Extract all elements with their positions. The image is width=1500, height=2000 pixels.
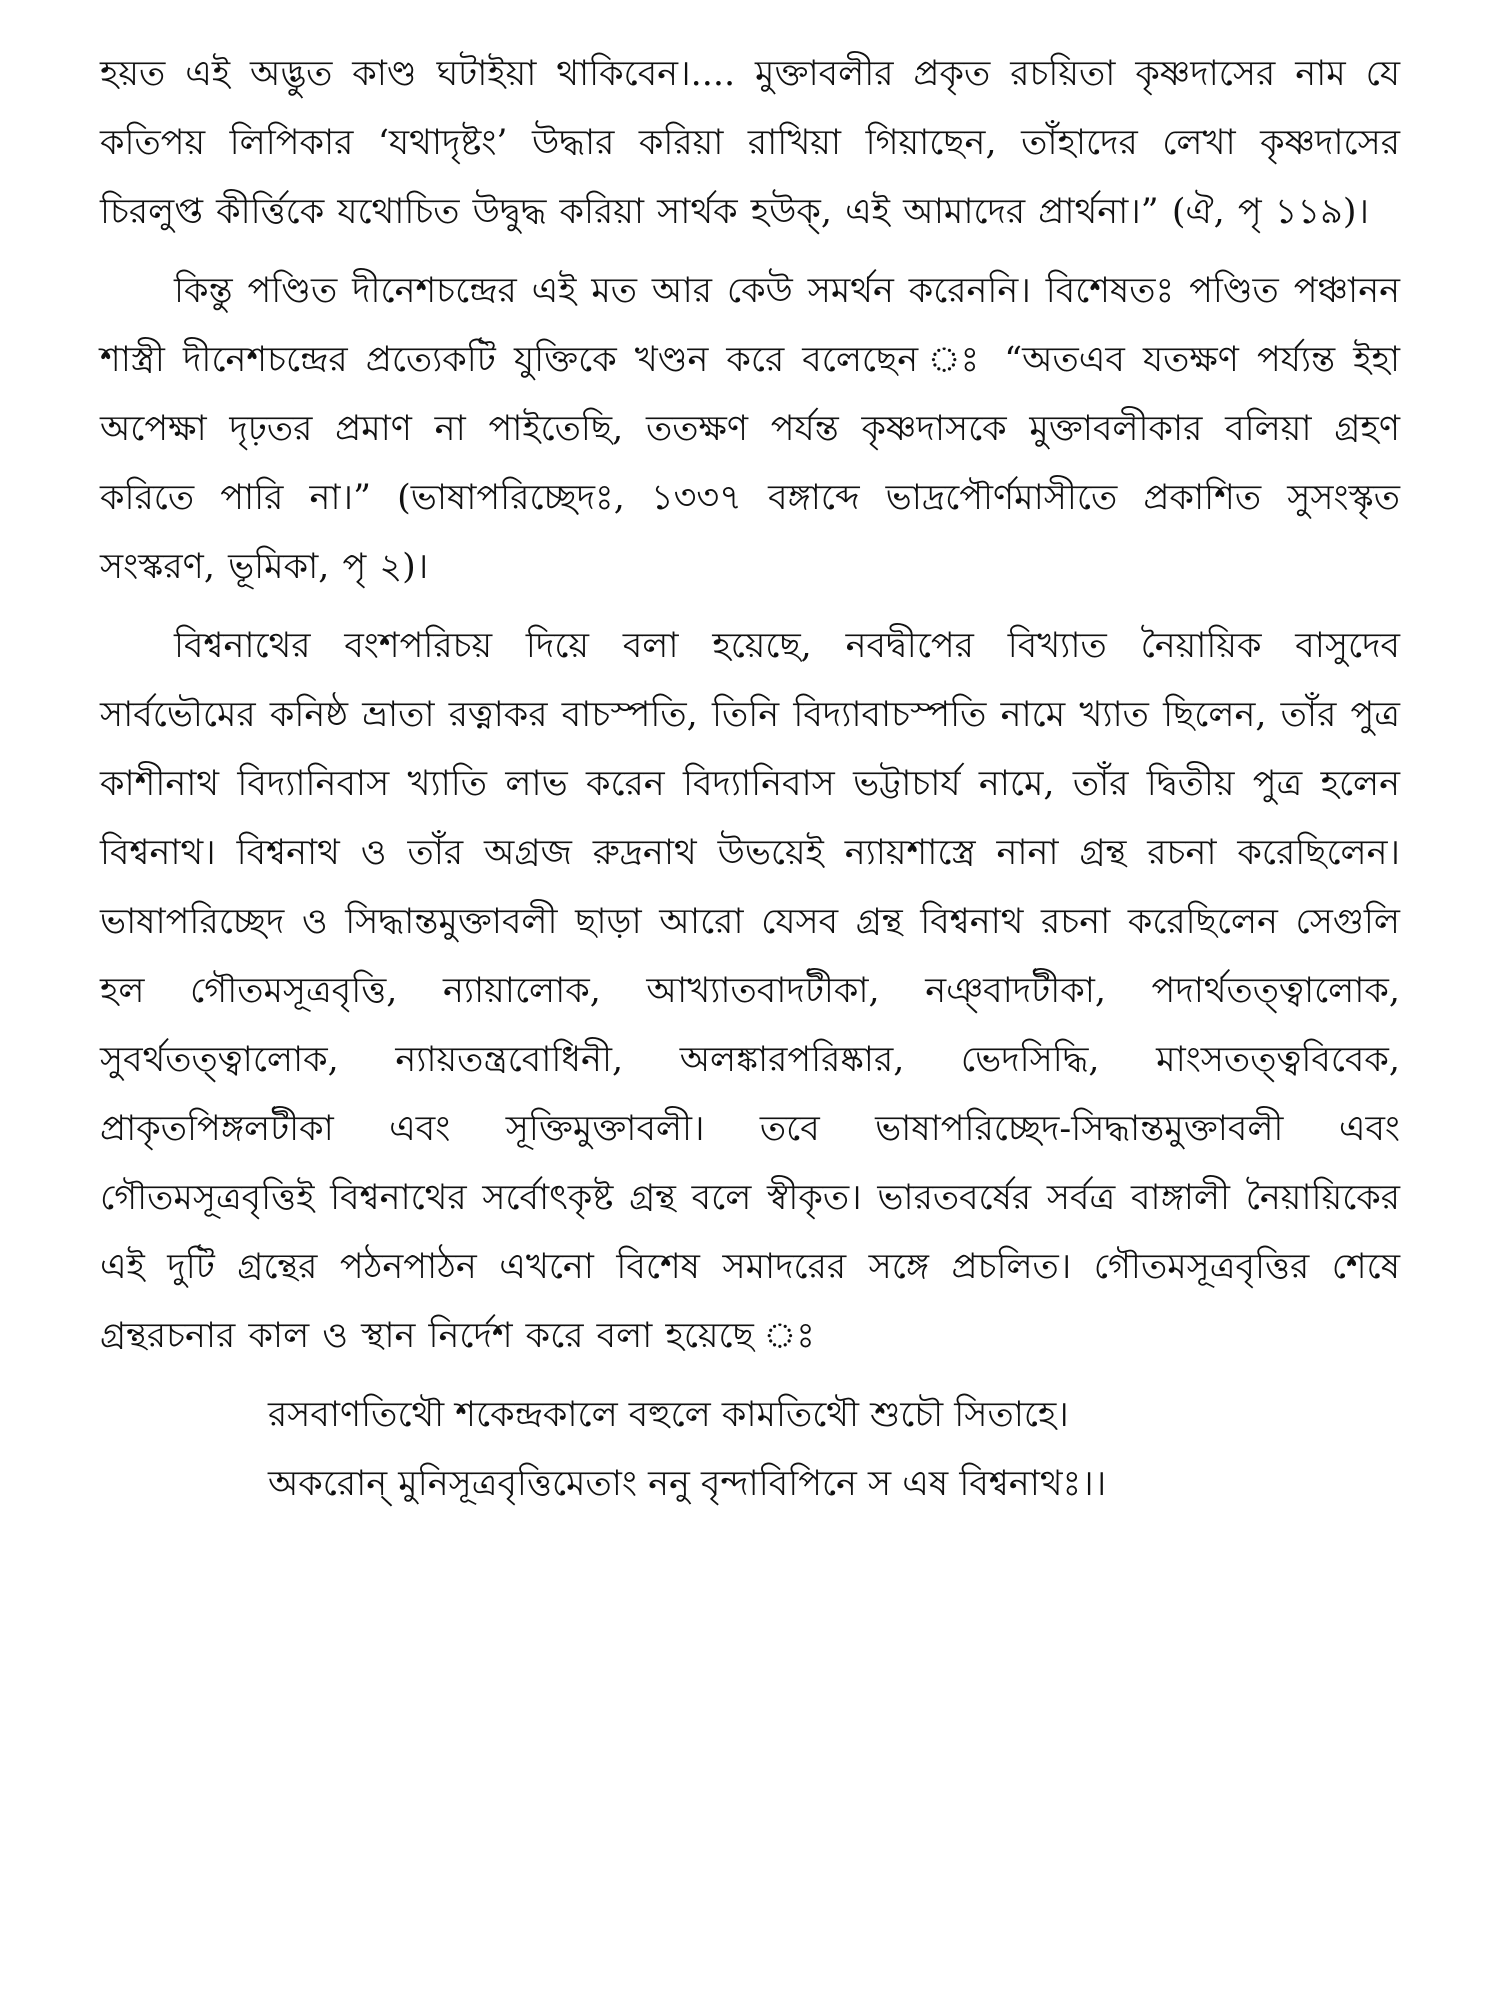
paragraph-quote-continuation: হয়ত এই অদ্ভুত কাণ্ড ঘটাইয়া থাকিবেন।.... মুক্তাবলীর প্রকৃত রচয়িতা কৃষ্ণদাসের নাম যে কতিপয় লিপিকার ‘যথাদৃষ্টং’ উদ্ধার করিয়া রাখিয়া গিয়াছেন, তাঁহাদের লেখা কৃষ্ণদাসের চিরলুপ্ত কীর্ত্তিকে যথোচিত উদ্বুদ্ধ করিয়া সার্থক হউক্, এই আমাদের প্রার্থনা।” (ঐ, পৃ ১১৯)।	[100, 54, 1400, 232]
verse-line-1: রসবাণতিথৌ শকেন্দ্রকালে বহুলে কামতিথৌ শুচৌ সিতাহে।	[268, 1395, 1069, 1435]
verse-line-2: অকরোন্ মুনিসূত্রবৃত্তিমেতাং ননু বৃন্দাবিপিনে স এষ বিশ্বনাথঃ।।	[268, 1464, 1107, 1504]
paragraph-gap	[100, 602, 1400, 612]
paragraph-gap	[100, 1371, 1400, 1381]
paragraph-gap	[100, 247, 1400, 257]
paragraph-dinesh-opinion: কিন্তু পণ্ডিত দীনেশচন্দ্রের এই মত আর কেউ সমর্থন করেননি। বিশেষতঃ পণ্ডিত পঞ্চানন শাস্ত্রী দীনেশচন্দ্রের প্রত্যেকটি যুক্তিকে খণ্ডন করে বলেছেন ঃ “অতএব যতক্ষণ পর্য্যন্ত ইহা অপেক্ষা দৃঢ়তর প্রমাণ না পাইতেছি, ততক্ষণ পর্যন্ত কৃষ্ণদাসকে মুক্তাবলীকার বলিয়া গ্রহণ করিতে পারি না।” (ভাষাপরিচ্ছেদঃ, ১৩৩৭ বঙ্গাব্দে ভাদ্রপৌর্ণমাসীতে প্রকাশিত সুসংস্কৃত সংস্করণ, ভূমিকা, পৃ ২)।	[100, 271, 1400, 587]
document-page	[100, 40, 1400, 1960]
paragraph-vishwanath-lineage: বিশ্বনাথের বংশপরিচয় দিয়ে বলা হয়েছে, নবদ্বীপের বিখ্যাত নৈয়ায়িক বাসুদেব সার্বভৌমের কনিষ্ঠ ভ্রাতা রত্নাকর বাচস্পতি, তিনি বিদ্যাবাচস্পতি নামে খ্যাত ছিলেন, তাঁর পুত্র কাশীনাথ বিদ্যানিবাস খ্যাতি লাভ করেন বিদ্যানিবাস ভট্টাচার্য নামে, তাঁর দ্বিতীয় পুত্র হলেন বিশ্বনাথ। বিশ্বনাথ ও তাঁর অগ্রজ রুদ্রনাথ উভয়েই ন্যায়শাস্ত্রে নানা গ্রন্থ রচনা করেছিলেন। ভাষাপরিচ্ছেদ ও সিদ্ধান্তমুক্তাবলী ছাড়া আরো যেসব গ্রন্থ বিশ্বনাথ রচনা করেছিলেন সেগুলি হল গৌতমসূত্রবৃত্তি, ন্যায়ালোক, আখ্যাতবাদটীকা, নঞ্‌বাদটীকা, পদার্থতত্ত্বালোক, সুবর্থতত্ত্বালোক, ন্যায়তন্ত্রবোধিনী, অলঙ্কারপরিষ্কার, ভেদসিদ্ধি, মাংসতত্ত্ববিবেক, প্রাকৃতপিঙ্গলটীকা এবং সূক্তিমুক্তাবলী। তবে ভাষাপরিচ্ছেদ-সিদ্ধান্তমুক্তাবলী এবং গৌতমসূত্রবৃত্তিই বিশ্বনাথের সর্বোৎকৃষ্ট গ্রন্থ বলে স্বীকৃত। ভারতবর্ষের সর্বত্র বাঙ্গালী নৈয়ায়িকের এই দুটি গ্রন্থের পঠনপাঠন এখনো বিশেষ সমাদরের সঙ্গে প্রচলিত। গৌতমসূত্রবৃত্তির শেষে গ্রন্থরচনার কাল ও স্থান নির্দেশ করে বলা হয়েছে ঃ	[100, 626, 1400, 1356]
